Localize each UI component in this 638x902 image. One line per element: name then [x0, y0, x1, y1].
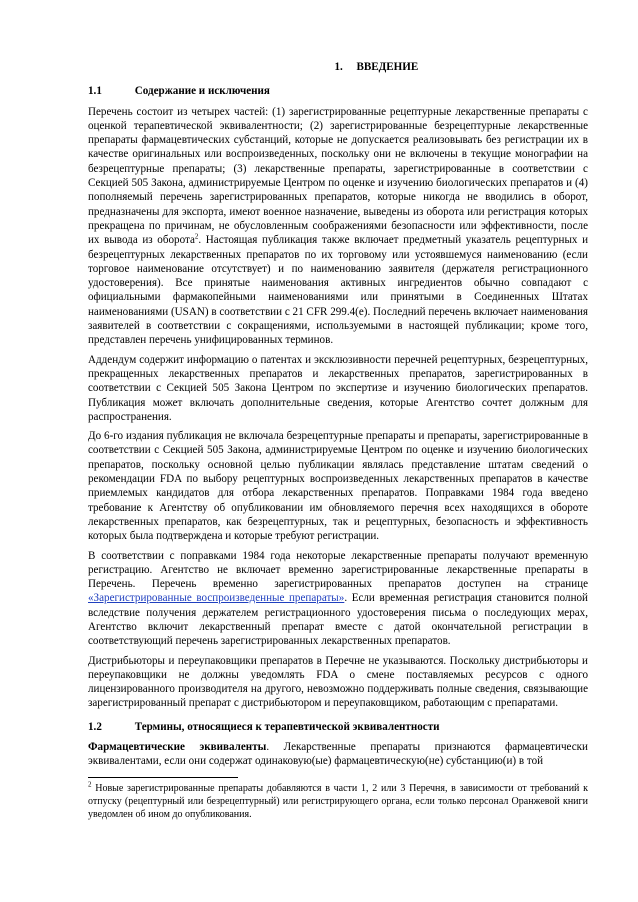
paragraph-tentative-part-b: . Если временная регистрация становится полной вследствие получения держателем регистрационного удостоверения письма о последующих мерах, Агентство включит лекарственный препарат вместе с датой окончательной регистрации в соответствующий перечень зарегистрированных лекарственных препаратов.: [88, 592, 588, 648]
footnote-text: Новые зарегистрированные препараты добавляются в части 1, 2 или 3 Перечня, в зависимости от требований к отпуску (рецептурный или безрецептурный) или регистрирующего органа, если только персонал Оранжевой книги уведомлен об ином до опубликования.: [88, 782, 588, 820]
footnote-divider: [88, 777, 238, 778]
chapter-number: 1.: [334, 61, 343, 73]
chapter-title: ВВЕДЕНИЕ: [356, 61, 419, 73]
term-pharmaceutical-equivalents: Фармацевтические эквиваленты: [88, 741, 267, 754]
paragraph-addendum: Аддендум содержит информацию о патентах и эксклюзивности перечней рецептурных, безрецептурных, прекращенных лекарственных препаратов и лекарственных препаратов, зарегистрированных в соответствии с Секцией 505 Закона Центром по экспертизе и изучению биологических препаратов. Публикация может включать дополнительные сведения, которые Агентство сочтет должным для распространения.: [88, 353, 588, 423]
paragraph-tentative-approval: [88, 549, 588, 649]
section-number: 1.1: [88, 85, 102, 98]
paragraph-tentative-part-a: В соответствии с поправками 1984 года некоторые лекарственные препараты получают временную регистрацию. Агентство не включает временно зарегистрированные лекарственные препараты в Перечень. Перечень временно зарегистрированных препаратов доступен на странице: [88, 549, 588, 591]
section-number: 1.2: [88, 720, 102, 733]
section-title: Термины, относящиеся к терапевтической эквивалентности: [134, 720, 440, 733]
section-heading-1-2: [88, 720, 588, 734]
generic-approvals-link[interactable]: «Зарегистрированные воспроизведенные препараты»: [88, 592, 345, 605]
paragraph-pe-text: . Лекарственные препараты признаются фармацевтически эквивалентами, если они содержат одинаковую(ые) фармацевтическую(не) субстанцию(и) в той: [88, 741, 588, 768]
footnote: [88, 782, 588, 821]
section-heading-1-1: [88, 84, 588, 98]
paragraph-pharmaceutical-equivalents: [88, 740, 588, 769]
chapter-heading: [88, 60, 588, 74]
paragraph-history: До 6-го издания публикация не включала безрецептурные препараты и препараты, зарегистрированные в соответствии с Секцией 505 Закона, администрируемые Центром по оценке и изучению биологических препаратов, поскольку основной целью публикации являлась представление штатам сведений о рекомендации FDA по выбору рецептурных воспроизведенных лекарственных препаратов в качестве приемлемых кандидатов для отбора лекарственных препаратов. Поправками 1984 года введено требование к Агентству об опубликовании им обновляемого перечня всех находящихся в обороте лекарственных препаратов, как безрецептурных, так и рецептурных, безопасность и эффективность которых была подтверждена и которые требуют регистрации.: [88, 430, 588, 543]
paragraph-contents: [88, 105, 588, 348]
paragraph-distributors: Дистрибьюторы и переупаковщики препаратов в Перечне не указываются. Поскольку дистрибьюторы и переупаковщики не должны уведомлять FDA о смене поставляемых ресурсов с одного лицензированного производителя на другого, невозможно поддерживать полные сведения, связывающие зарегистрированный препарат с дистрибьютором и переупаковщиком, работающим с препаратами.: [88, 654, 588, 710]
paragraph-contents-part-a: Перечень состоит из четырех частей: (1) зарегистрированные рецептурные лекарственные препараты с оценкой терапевтической эквивалентности; (2) зарегистрированные безрецептурные лекарственные препараты фармацевтических субстанций, которые не допускается реализовывать без регистрации их в качестве оригинальных или воспроизведенных, поскольку они не включены в текущие монографии на безрецептурные препараты; (3) лекарственные препараты, зарегистрированные в соответствии с Секцией 505 Закона, администрируемые Центром по оценке и изучению биологических препаратов и (4) пополняемый перечень зарегистрированных препаратов, которые никогда не вводились в оборот, предназначены для экспорта, имеют военное назначение, выведены из оборота или регистрация которых прекращена по причинам, не обусловленным соображениями безопасности или эффективности, после их вывода из оборота: [88, 105, 588, 247]
footnote-reference[interactable]: 2: [194, 232, 199, 241]
section-title: Содержание и исключения: [134, 85, 270, 98]
footnote-mark: 2: [88, 780, 92, 789]
paragraph-contents-part-b: . Настоящая публикация также включает предметный указатель рецептурных и безрецептурных лекарственных препаратов по их торговому или устоявшемуся наименованию (если торговое наименование отсутствует) и по наименованию заявителя (держателя регистрационного удостоверения). Все принятые наименования активных ингредиентов обычно совпадают с официальными фармакопейными наименованиями или принятыми в Соединенных Штатах наименованиями (USAN) в соответствии с 21 CFR 299.4(e). Последний перечень включает наименования заявителей в соответствии с сокращениями, используемыми в настоящей публикации; кроме того, представлен перечень унифицированных терминов.: [88, 234, 589, 347]
